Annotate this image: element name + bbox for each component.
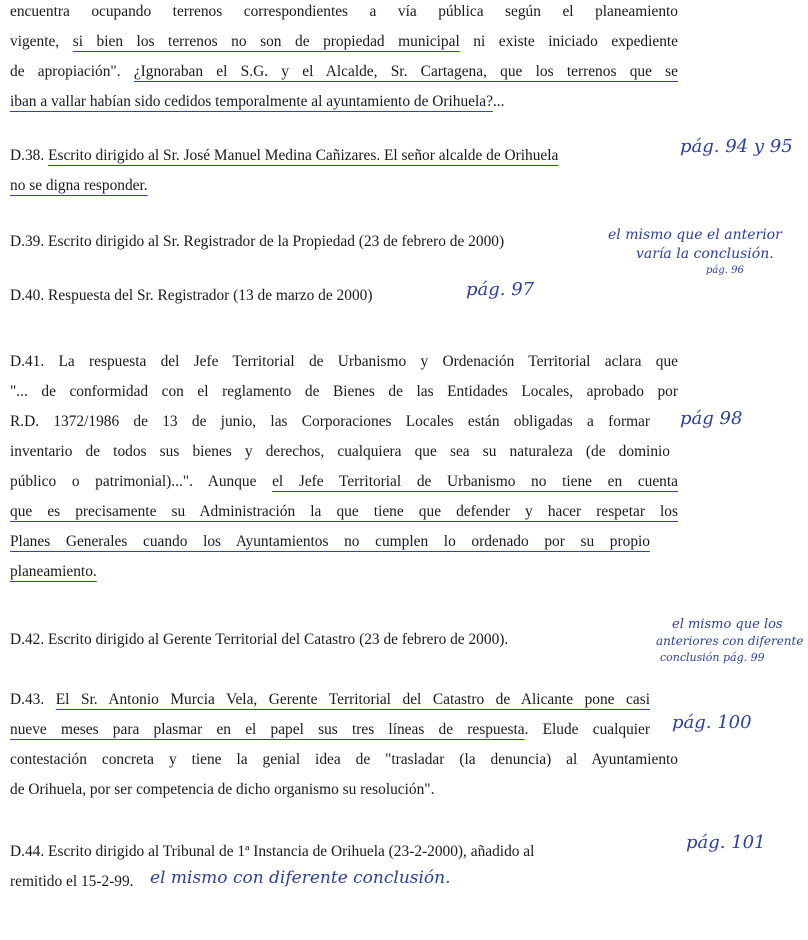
- item-d41-line: "... de conformidad con el reglamento de Bienes de las Entidades Locales, aprobado por: [10, 383, 678, 400]
- handwritten-page-note: pág. 94 y 95: [680, 136, 793, 157]
- item-d40-line: D.40. Respuesta del Sr. Registrador (13 de marzo de 2000): [10, 287, 373, 304]
- item-d43-line: [10, 720, 650, 740]
- item-d39-line: D.39. Escrito dirigido al Sr. Registrador de la Propiedad (23 de febrero de 2000): [10, 233, 505, 250]
- item-d43-line: [10, 690, 650, 710]
- text-run: ni existe iniciado expediente: [459, 33, 679, 50]
- item-d43-line: de Orihuela, por ser competencia de dicho organismo su resolución".: [10, 781, 435, 798]
- text-run: vigente,: [10, 33, 73, 50]
- text-run: ...: [492, 93, 505, 110]
- paragraph-line: [10, 32, 678, 52]
- handwritten-note: el mismo que los: [672, 617, 783, 632]
- handwritten-page-note: pág. 101: [686, 832, 766, 853]
- item-d41-line: inventario de todos sus bienes y derechos, cualquiera que sea su naturaleza (de dominio: [10, 443, 670, 460]
- underlined-text: Planes Generales cuando los Ayuntamientos no cumplen lo ordenado por su propio: [10, 533, 650, 550]
- handwritten-page-note: pág 98: [680, 408, 743, 429]
- item-d38-line: [10, 176, 148, 196]
- underlined-text: planeamiento.: [10, 563, 97, 580]
- paragraph-line: [10, 92, 504, 112]
- item-d41-line: R.D. 1372/1986 de 13 de junio, las Corporaciones Locales están obligadas a formar: [10, 413, 650, 430]
- item-d41-line: [10, 502, 678, 522]
- text-run: público o patrimonial)...". Aunque: [10, 473, 273, 490]
- underlined-text: Escrito dirigido al Sr. José Manuel Medina Cañizares. El señor alcalde de Orihuela: [48, 147, 559, 164]
- item-d41-line: [10, 532, 650, 552]
- text-run: de apropiación".: [10, 63, 134, 80]
- item-d44-line: remitido el 15-2-99.: [10, 873, 134, 890]
- paragraph-line: encuentra ocupando terrenos correspondientes a vía pública según el planeamiento: [10, 3, 678, 20]
- paragraph-line: [10, 62, 678, 82]
- item-d43-line: contestación concreta y tiene la genial idea de "trasladar (la denuncia) al Ayuntamiento: [10, 751, 678, 768]
- handwritten-page-note: pág. 96: [706, 265, 744, 276]
- handwritten-page-note: pág. 97: [466, 279, 535, 300]
- item-d41-line: [10, 562, 97, 582]
- item-number: D.38.: [10, 147, 49, 164]
- item-d42-line: D.42. Escrito dirigido al Gerente Territorial del Catastro (23 de febrero de 2000).: [10, 631, 509, 648]
- underlined-text: no se digna responder.: [10, 177, 148, 194]
- handwritten-note: varía la conclusión.: [636, 246, 774, 262]
- underlined-text: el Jefe Territorial de Urbanismo no tiene en cuenta: [272, 473, 678, 490]
- underlined-text: ¿Ignoraban el S.G. y el Alcalde, Sr. Cartagena, que los terrenos que se: [133, 63, 678, 80]
- text-run: . Elude cualquier: [524, 721, 650, 738]
- handwritten-note: el mismo con diferente conclusión.: [150, 868, 451, 888]
- underlined-text: si bien los terrenos no son de propiedad municipal: [72, 33, 460, 50]
- underlined-text: que es precisamente su Administración la que tiene que defender y hacer respetar los: [10, 503, 678, 520]
- item-d44-line: D.44. Escrito dirigido al Tribunal de 1ª Instancia de Orihuela (23-2-2000), añadido al: [10, 843, 535, 860]
- handwritten-page-note: pág. 100: [672, 712, 752, 733]
- underlined-text: iban a vallar habían sido cedidos temporalmente al ayuntamiento de Orihuela?: [10, 93, 493, 110]
- handwritten-page-note: conclusión pág. 99: [660, 651, 765, 664]
- handwritten-note: anteriores con diferente: [656, 634, 804, 648]
- item-number: D.43.: [10, 691, 56, 708]
- underlined-text: El Sr. Antonio Murcia Vela, Gerente Territorial del Catastro de Alicante pone casi: [55, 691, 650, 708]
- underlined-text: nueve meses para plasmar en el papel sus tres líneas de respuesta: [10, 721, 525, 738]
- item-d41-line: D.41. La respuesta del Jefe Territorial de Urbanismo y Ordenación Territorial aclara que: [10, 353, 678, 370]
- item-d41-line: [10, 472, 678, 492]
- handwritten-note: el mismo que el anterior: [608, 227, 782, 243]
- item-d38-line: [10, 146, 558, 166]
